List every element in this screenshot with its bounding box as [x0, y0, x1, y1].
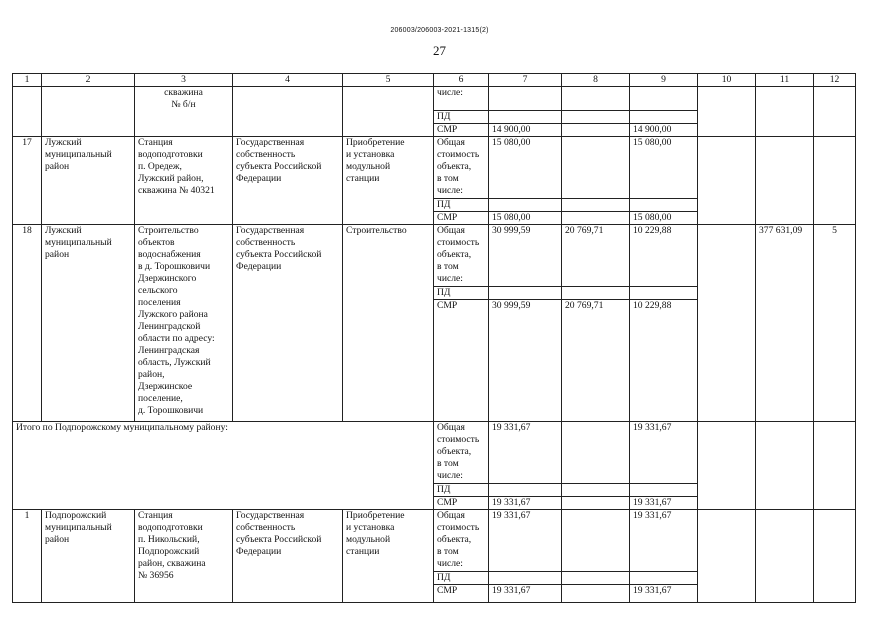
col-header: 5 — [343, 74, 434, 87]
object-cell: скважина № б/н — [135, 87, 233, 137]
value-cell: 19 331,67 — [630, 422, 698, 484]
table-cell — [489, 287, 562, 300]
program-table — [12, 73, 856, 603]
col-header: 12 — [814, 74, 856, 87]
value-cell: 19 331,67 — [630, 585, 698, 603]
col-header: 8 — [562, 74, 630, 87]
table-cell — [698, 422, 756, 510]
object-cell: Станция водоподготовки п. Оредеж, Лужский район, скважина № 40321 — [135, 137, 233, 225]
smr-label-cell: СМР — [434, 212, 489, 225]
table-row — [13, 225, 856, 287]
col-header: 11 — [756, 74, 814, 87]
table-cell — [630, 572, 698, 585]
district-cell: Лужский муниципальный район — [42, 137, 135, 225]
table-cell — [489, 199, 562, 212]
value-cell: 19 331,67 — [489, 497, 562, 510]
cost-label-cell: числе: — [434, 87, 489, 111]
col-header: 4 — [233, 74, 343, 87]
table-cell — [814, 510, 856, 603]
table-cell — [756, 510, 814, 603]
table-cell — [562, 484, 630, 497]
table-cell — [489, 111, 562, 124]
table-cell — [630, 111, 698, 124]
table-cell — [814, 87, 856, 137]
table-cell — [562, 585, 630, 603]
table-row — [13, 137, 856, 199]
table-cell — [13, 87, 42, 137]
district-cell: Подпорожский муниципальный район — [42, 510, 135, 603]
table-cell — [698, 137, 756, 225]
table-cell — [343, 87, 434, 137]
pd-label-cell: ПД — [434, 111, 489, 124]
pd-label-cell: ПД — [434, 287, 489, 300]
table-cell — [562, 510, 630, 572]
page-number: 27 — [433, 43, 446, 58]
cost-label-cell: Общая стоимость объекта, в том числе: — [434, 137, 489, 199]
smr-label-cell: СМР — [434, 497, 489, 510]
value-cell: 30 999,59 — [489, 225, 562, 287]
table-cell — [756, 422, 814, 510]
col-header: 1 — [13, 74, 42, 87]
table-cell — [698, 510, 756, 603]
row-number-cell: 18 — [13, 225, 42, 422]
col-header: 9 — [630, 74, 698, 87]
col-header: 10 — [698, 74, 756, 87]
table-cell — [489, 484, 562, 497]
object-cell: Строительство объектов водоснабжения в д. Торошковичи Дзержинского сельского поселения Лужского района Ленинградской области по адресу: Ленинградская область, Лужский район, Дзержинское поселение, д. Торошковичи — [135, 225, 233, 422]
work-type-cell: Приобретение и установка модульной станции — [343, 137, 434, 225]
value-cell: 20 769,71 — [562, 300, 630, 422]
table-cell — [562, 572, 630, 585]
value-cell: 19 331,67 — [489, 422, 562, 484]
value-cell: 377 631,09 — [756, 225, 814, 422]
table-cell — [562, 287, 630, 300]
value-cell: 19 331,67 — [630, 510, 698, 572]
ownership-cell: Государственная собственность субъекта Российской Федерации — [233, 137, 343, 225]
table-cell — [562, 124, 630, 137]
table-cell — [489, 87, 562, 111]
value-cell: 15 080,00 — [489, 137, 562, 199]
row-number-cell: 17 — [13, 137, 42, 225]
pd-label-cell: ПД — [434, 572, 489, 585]
value-cell: 5 — [814, 225, 856, 422]
value-cell: 10 229,88 — [630, 225, 698, 287]
document-id: 206003/206003-2021-1315(2) — [390, 27, 489, 34]
table-cell — [756, 137, 814, 225]
work-type-cell: Приобретение и установка модульной станции — [343, 510, 434, 603]
value-cell: 15 080,00 — [489, 212, 562, 225]
value-cell: 20 769,71 — [562, 225, 630, 287]
cost-label-cell: Общая стоимость объекта, в том числе: — [434, 225, 489, 287]
table-cell — [489, 572, 562, 585]
ownership-cell: Государственная собственность субъекта Российской Федерации — [233, 510, 343, 603]
table-cell — [698, 225, 756, 422]
value-cell: 14 900,00 — [630, 124, 698, 137]
table-cell — [562, 111, 630, 124]
cost-label-cell: Общая стоимость объекта, в том числе: — [434, 422, 489, 484]
table-cell — [756, 87, 814, 137]
table-cell — [698, 87, 756, 137]
table-cell — [562, 87, 630, 111]
object-cell: Станция водоподготовки п. Никольский, Подпорожский район, скважина № 36956 — [135, 510, 233, 603]
value-cell: 19 331,67 — [489, 510, 562, 572]
table-cell — [630, 287, 698, 300]
pd-label-cell: ПД — [434, 199, 489, 212]
row-number-cell: 1 — [13, 510, 42, 603]
work-type-cell: Строительство — [343, 225, 434, 422]
table-cell — [630, 87, 698, 111]
col-header: 3 — [135, 74, 233, 87]
value-cell: 14 900,00 — [489, 124, 562, 137]
table-cell — [814, 137, 856, 225]
value-cell: 10 229,88 — [630, 300, 698, 422]
table-cell — [814, 422, 856, 510]
table-cell — [630, 484, 698, 497]
cost-label-cell: Общая стоимость объекта, в том числе: — [434, 510, 489, 572]
subtotal-label: Итого по Подпорожскому муниципальному району: — [13, 422, 434, 510]
value-cell: 30 999,59 — [489, 300, 562, 422]
table-cell — [562, 212, 630, 225]
table-cell — [630, 199, 698, 212]
header-row — [13, 74, 856, 87]
col-header: 7 — [489, 74, 562, 87]
value-cell: 15 080,00 — [630, 137, 698, 199]
value-cell: 19 331,67 — [630, 497, 698, 510]
col-header: 6 — [434, 74, 489, 87]
table-row — [13, 510, 856, 572]
smr-label-cell: СМР — [434, 300, 489, 422]
table-cell — [562, 199, 630, 212]
table-cell — [233, 87, 343, 137]
table-cell — [562, 137, 630, 199]
value-cell: 19 331,67 — [489, 585, 562, 603]
district-cell: Лужский муниципальный район — [42, 225, 135, 422]
table-row — [13, 87, 856, 111]
table-cell — [562, 422, 630, 484]
table-cell — [42, 87, 135, 137]
table-cell — [562, 497, 630, 510]
subtotal-row — [13, 422, 856, 484]
smr-label-cell: СМР — [434, 585, 489, 603]
smr-label-cell: СМР — [434, 124, 489, 137]
pd-label-cell: ПД — [434, 484, 489, 497]
value-cell: 15 080,00 — [630, 212, 698, 225]
ownership-cell: Государственная собственность субъекта Российской Федерации — [233, 225, 343, 422]
col-header: 2 — [42, 74, 135, 87]
